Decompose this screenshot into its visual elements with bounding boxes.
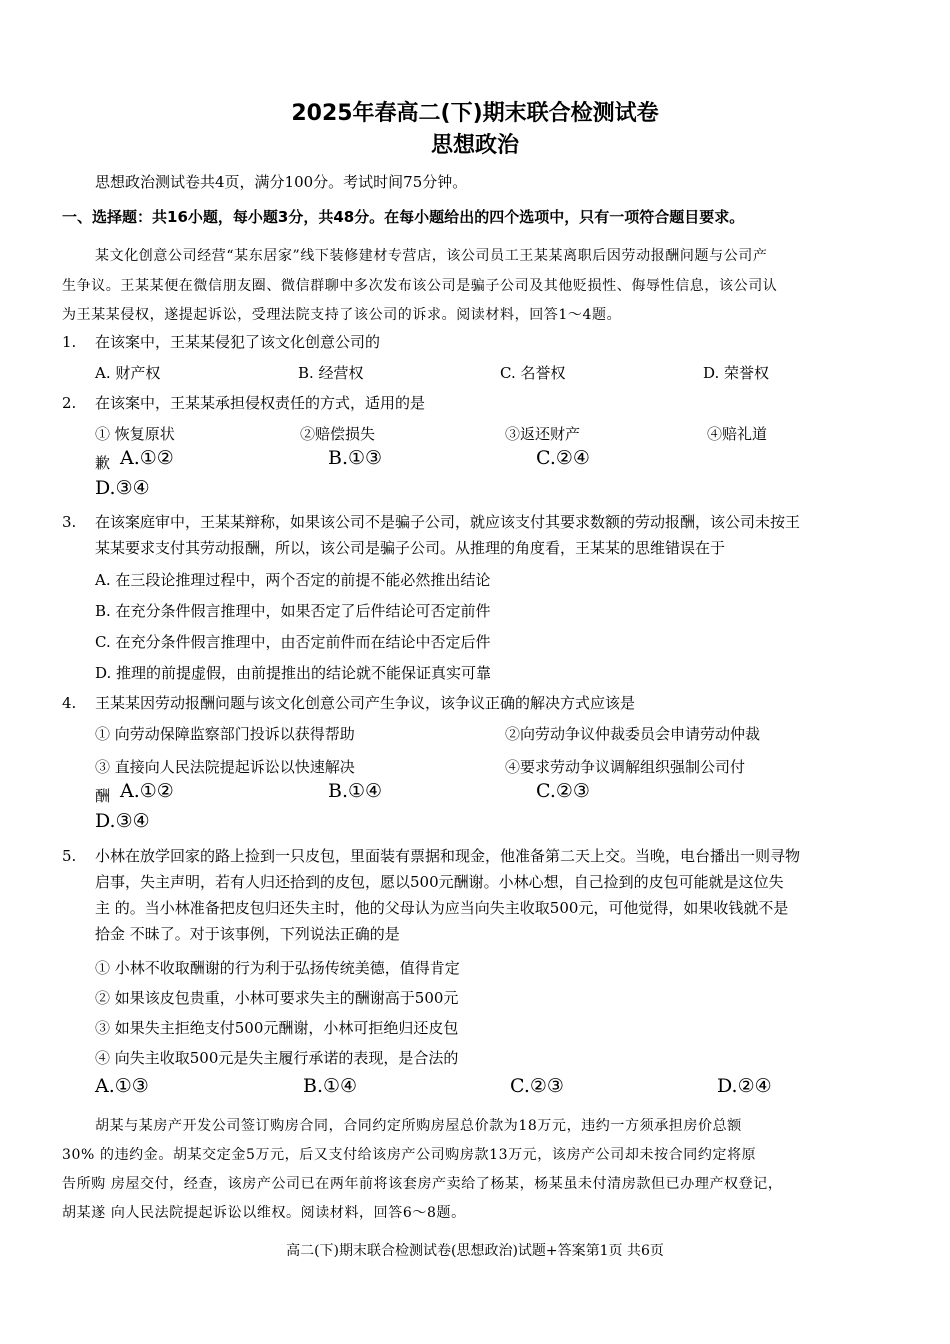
wrapped-text: 酬 — [95, 787, 111, 805]
option-b: B.①③ — [328, 447, 383, 469]
option-d: D. 推理的前提虚假，由前提推出的结论就不能保证真实可靠 — [95, 664, 492, 682]
option-a: A.①② — [120, 447, 174, 469]
statement-item: ④要求劳动争议调解组织强制公司付 — [505, 758, 746, 776]
question-stem-line: 小林在放学回家的路上捡到一只皮包，里面装有票据和现金，他准备第二天上交。当晚，电台播出一则寻物 — [95, 847, 801, 865]
option-d: D.②④ — [717, 1075, 772, 1097]
question-stem-line: 启事，失主声明，若有人归还拾到的皮包，愿以500元酬谢。小林心想，自己捡到的皮包可能就是这位失 — [95, 873, 784, 891]
exam-title: 2025年春高二(下)期末联合检测试卷 — [291, 101, 659, 126]
option-b: B. 在充分条件假言推理中，如果否定了后件结论可否定前件 — [95, 602, 491, 620]
option-c: C. 名誉权 — [500, 364, 566, 382]
option-c: C.②③ — [510, 1075, 564, 1097]
statement-item: ③ 如果失主拒绝支付500元酬谢，小林可拒绝归还皮包 — [95, 1019, 459, 1037]
material2-line: 30% 的违约金。胡某交定金5万元，后又支付给该房产公司购房款13万元，该房产公司却未按合同约定将原 — [62, 1147, 757, 1163]
option-a: A. 在三段论推理过程中，两个否定的前提不能必然推出结论 — [95, 571, 491, 589]
exam-intro: 思想政治测试卷共4页，满分100分。考试时间75分钟。 — [95, 173, 468, 191]
option-b: B.①④ — [328, 780, 383, 802]
statement-item: ②赔偿损失 — [300, 425, 376, 443]
question-number: 4. — [62, 694, 77, 712]
page-footer: 高二(下)期末联合检测试卷(思想政治)试题+答案第1页 共6页 — [286, 1243, 664, 1259]
statement-item: ④赔礼道 — [707, 425, 768, 443]
option-d: D. 荣誉权 — [703, 364, 770, 382]
statement-item: ③返还财产 — [505, 425, 581, 443]
question-stem-line: 某某要求支付其劳动报酬，所以，该公司是骗子公司。从推理的角度看，王某某的思维错误在于 — [95, 539, 726, 557]
statement-item: ③ 直接向人民法院提起诉讼以快速解决 — [95, 758, 355, 776]
question-number: 3. — [62, 513, 77, 531]
option-a: A.①② — [120, 780, 174, 802]
option-b: B.①④ — [303, 1075, 358, 1097]
material1-line: 某文化创意公司经营“某东居家”线下装修建材专营店，该公司员工王某某离职后因劳动报酬问题与公司产 — [95, 248, 768, 264]
statement-item: ① 小林不收取酬谢的行为利于弘扬传统美德，值得肯定 — [95, 959, 460, 977]
wrapped-text: 歉 — [95, 454, 111, 472]
statement-item: ① 恢复原状 — [95, 425, 175, 443]
question-stem-line: 主 的。当小林准备把皮包归还失主时，他的父母认为应当向失主收取500元，可他觉得，如果收钱就不是 — [95, 899, 789, 917]
material2-line: 胡某遂 向人民法院提起诉讼以维权。阅读材料，回答6～8题。 — [62, 1205, 466, 1221]
question-stem: 在该案中，王某某承担侵权责任的方式，适用的是 — [95, 394, 426, 412]
option-a: A. 财产权 — [95, 364, 161, 382]
statement-item: ④ 向失主收取500元是失主履行承诺的表现，是合法的 — [95, 1049, 459, 1067]
question-number: 1. — [62, 333, 77, 351]
option-c: C.②③ — [536, 780, 590, 802]
statement-item: ① 向劳动保障监察部门投诉以获得帮助 — [95, 725, 355, 743]
subject-title: 思想政治 — [430, 133, 519, 158]
option-c: C. 在充分条件假言推理中，由否定前件而在结论中否定后件 — [95, 633, 491, 651]
statement-item: ② 如果该皮包贵重，小林可要求失主的酬谢高于500元 — [95, 989, 459, 1007]
option-d: D.③④ — [95, 810, 150, 832]
section-heading: 一、选择题：共16小题，每小题3分，共48分。在每小题给出的四个选项中，只有一项符合题目要求。 — [62, 208, 745, 226]
material1-line: 生争议。王某某便在微信朋友圈、微信群聊中多次发布该公司是骗子公司及其他贬损性、侮辱性信息，该公司认 — [62, 278, 778, 294]
statement-item: ②向劳动争议仲裁委员会申请劳动仲裁 — [505, 725, 761, 743]
option-d: D.③④ — [95, 477, 150, 499]
option-a: A.①③ — [95, 1075, 149, 1097]
question-number: 5. — [62, 847, 77, 865]
question-stem: 在该案中，王某某侵犯了该文化创意公司的 — [95, 333, 381, 351]
question-number: 2. — [62, 394, 77, 412]
material2-line: 胡某与某房产开发公司签订购房合同，合同约定所购房屋总价款为18万元，违约一方须承担房价总额 — [95, 1118, 742, 1134]
question-stem-line: 在该案庭审中，王某某辩称，如果该公司不是骗子公司，就应该支付其要求数额的劳动报酬，该公司未按王 — [95, 513, 801, 531]
material2-line: 告所购 房屋交付，经查，该房产公司已在两年前将该套房产卖给了杨某，杨某虽未付清房款但已办理产权登记， — [62, 1176, 783, 1192]
question-stem: 王某某因劳动报酬问题与该文化创意公司产生争议，该争议正确的解决方式应该是 — [95, 694, 636, 712]
question-stem-line: 拾金 不昧了。对于该事例，下列说法正确的是 — [95, 925, 400, 943]
option-c: C.②④ — [536, 447, 590, 469]
option-b: B. 经营权 — [298, 364, 364, 382]
material1-line: 为王某某侵权，遂提起诉讼，受理法院支持了该公司的诉求。阅读材料，回答1～4题。 — [62, 307, 622, 323]
